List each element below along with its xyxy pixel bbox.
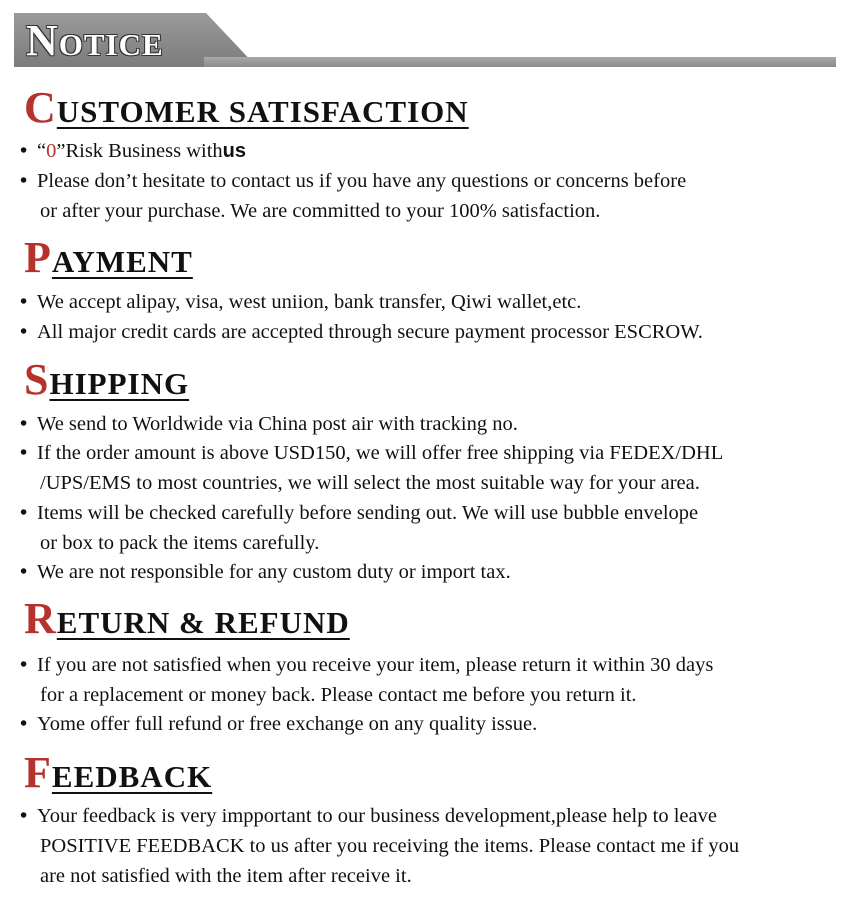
section-initial: F (24, 748, 52, 797)
list-item-text: All major credit cards are accepted through secure payment processor ESCROW. (37, 321, 703, 343)
section-initial: R (24, 594, 57, 643)
notice-banner (14, 13, 836, 69)
section-title-return-refund (24, 594, 350, 643)
bullet-icon: • (20, 413, 28, 435)
bullet-icon: • (20, 502, 28, 524)
list-item (20, 503, 698, 524)
bullet-icon: • (20, 291, 28, 313)
quote-open: “ (37, 140, 47, 162)
list-item (20, 806, 717, 827)
section-initial: S (24, 355, 50, 404)
bullet-icon: • (20, 654, 28, 676)
bullet-icon: • (20, 561, 28, 583)
list-item-continuation: are not satisfied with the item after receive it. (40, 865, 412, 887)
list-item (20, 171, 686, 192)
bullet-icon: • (20, 321, 28, 343)
bullet-icon: • (20, 170, 28, 192)
list-item (20, 655, 713, 676)
list-item-text: If you are not satisfied when you receive your item, please return it within 30 days (37, 654, 714, 676)
bullet-icon: • (20, 442, 28, 464)
list-item-text: We accept alipay, visa, west uniion, bank transfer, Qiwi wallet,etc. (37, 291, 582, 313)
list-item-text: Your feedback is very impportant to our business development,please help to leave (37, 805, 717, 827)
section-heading-text: HIPPING (49, 366, 190, 401)
section-heading-text: ETURN & REFUND (56, 605, 350, 640)
list-item (20, 292, 581, 313)
section-heading-text: EEDBACK (51, 759, 213, 794)
list-item (20, 414, 518, 435)
list-item-text: We send to Worldwide via China post air with tracking no. (37, 413, 518, 435)
section-title-shipping (24, 355, 190, 404)
list-item-continuation: or box to pack the items carefully. (40, 532, 320, 554)
us-emphasis: us (222, 140, 246, 162)
list-item-continuation: for a replacement or money back. Please contact me before you return it. (40, 684, 637, 706)
section-heading-text: USTOMER SATISFACTION (56, 94, 469, 129)
notice-title: Notice (26, 16, 164, 65)
list-item-text: Please don’t hesitate to contact us if you have any questions or concerns before (37, 170, 687, 192)
notice-divider-bar (204, 57, 836, 67)
bullet-icon: • (20, 713, 28, 735)
list-item (20, 562, 511, 583)
section-heading-text: AYMENT (51, 244, 193, 279)
risk-text: ”Risk Business with (56, 140, 223, 162)
section-initial: P (24, 233, 52, 282)
bullet-icon: • (20, 140, 28, 162)
list-item (20, 322, 703, 343)
zero-risk-highlight: 0 (46, 140, 57, 162)
list-item (20, 714, 537, 735)
list-item-text: We are not responsible for any custom duty or import tax. (37, 561, 511, 583)
list-item-text: Items will be checked carefully before sending out. We will use bubble envelope (37, 502, 699, 524)
section-initial: C (24, 83, 57, 132)
section-title-customer-satisfaction (24, 83, 469, 132)
list-item (20, 443, 723, 464)
bullet-icon: • (20, 805, 28, 827)
section-title-payment (24, 233, 193, 282)
list-item-text: Yome offer full refund or free exchange on any quality issue. (37, 713, 538, 735)
list-item (20, 141, 246, 162)
list-item-continuation: or after your purchase. We are committed to your 100% satisfaction. (40, 200, 601, 222)
list-item-continuation: POSITIVE FEEDBACK to us after you receiving the items. Please contact me if you (40, 835, 740, 857)
section-title-feedback (24, 748, 213, 797)
list-item-continuation: /UPS/EMS to most countries, we will select the most suitable way for your area. (40, 472, 700, 494)
list-item-text: If the order amount is above USD150, we will offer free shipping via FEDEX/DHL (37, 442, 724, 464)
